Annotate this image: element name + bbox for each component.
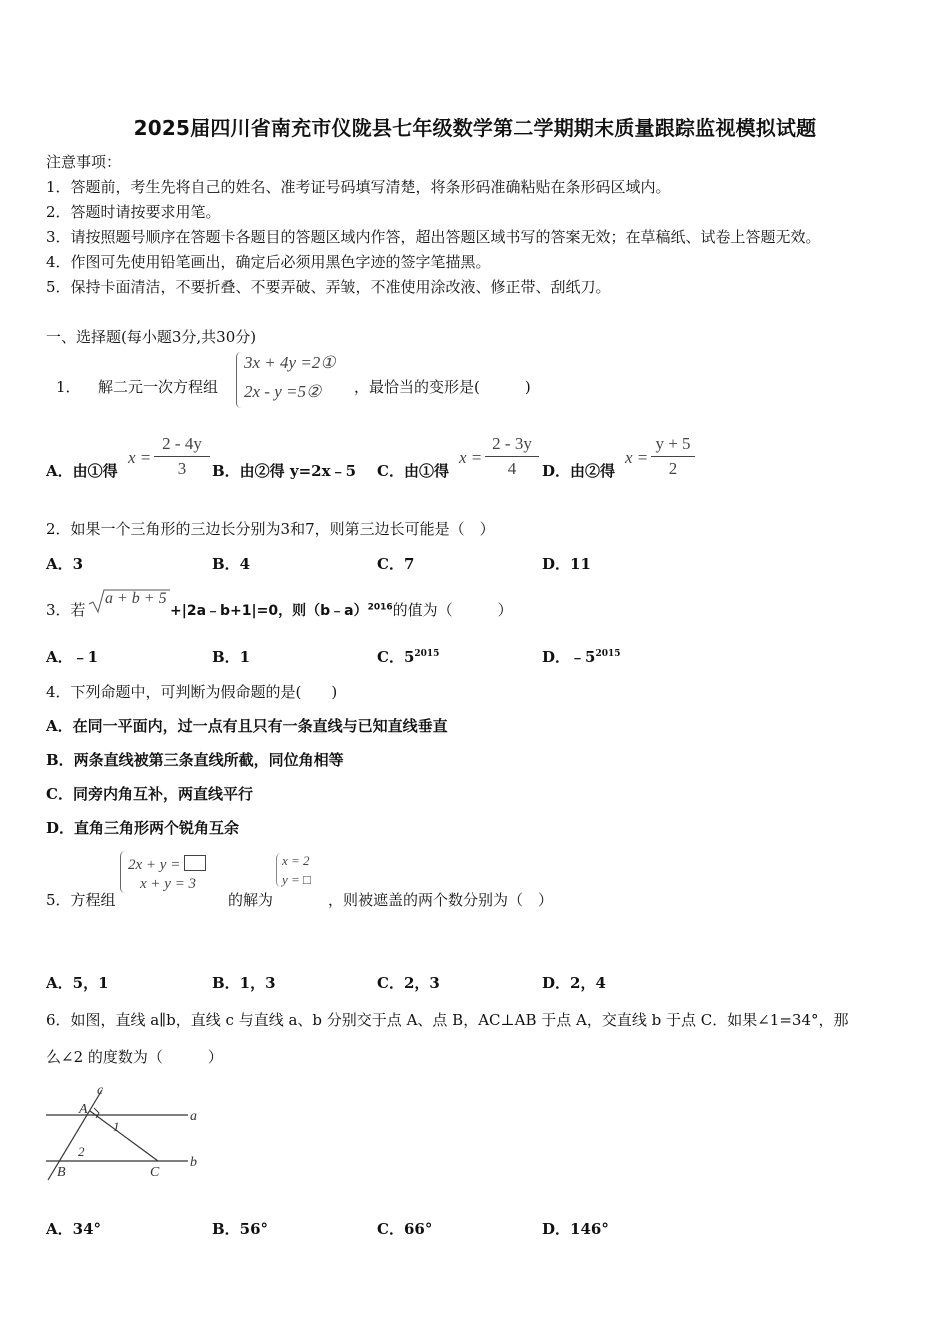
q1-option-d-x: x =	[625, 448, 649, 467]
notice-item-4: 4．作图可先使用铅笔画出，确定后必须用黑色字迹的签字笔描黑。	[46, 253, 491, 271]
q4-option-b: B．两条直线被第三条直线所截，同位角相等	[46, 751, 344, 769]
q3-stem-mid-text: +|2a﹣b+1|=0，则（b﹣a）	[170, 603, 368, 619]
q5-option-c: C．2，3	[377, 974, 440, 992]
notice-item-1: 1．答题前，考生先将自己的姓名、准考证号码填写清楚，将条形码准确粘贴在条形码区域内。	[46, 178, 671, 196]
q5-equation-2: x + y = 3	[140, 876, 197, 892]
q3-option-c	[377, 646, 439, 667]
q3-option-b: B．1	[212, 648, 251, 666]
q3-option-d-exponent: 2015	[595, 649, 621, 659]
q1-equation-1: 3x + 4y =2①	[244, 353, 336, 372]
page-title: 2025届四川省南充市仪陇县七年级数学第二学期期末质量跟踪监视模拟试题	[133, 116, 817, 140]
q2-option-b: B．4	[212, 555, 251, 573]
notice-item-5: 5．保持卡面清洁，不要折叠、不要弄破、弄皱，不准使用涂改液、修正带、刮纸刀。	[46, 278, 611, 296]
q1-option-d-denominator: 2	[668, 459, 678, 478]
q1-option-d-fraction	[651, 434, 695, 479]
q1-option-a-label: A．由①得	[46, 462, 118, 480]
q1-option-a-fraction	[154, 434, 210, 479]
q1-stem-post: ，最恰当的变形是( )	[354, 378, 531, 396]
q3-option-c-base: C．5	[377, 648, 415, 666]
q4-option-d: D．直角三角形两个锐角互余	[46, 819, 240, 837]
q6-stem-line-2: 么∠2 的度数为（ ）	[46, 1048, 223, 1066]
q6-label-C: C	[150, 1165, 160, 1180]
q1-option-a-numerator: 2 - 4y	[162, 434, 202, 453]
q2-stem: 2．如果一个三角形的三边长分别为3和7，则第三边长可能是（ ）	[46, 520, 495, 538]
q5-stem-post: ，则被遮盖的两个数分别为（ ）	[328, 891, 554, 909]
q1-option-d-numerator: y + 5	[655, 434, 691, 453]
q4-stem: 4．下列命题中，可判断为假命题的是( )	[46, 683, 338, 701]
q6-option-b: B．56°	[212, 1220, 269, 1238]
notice-item-2: 2．答题时请按要求用笔。	[46, 203, 221, 221]
q6-label-B: B	[57, 1165, 66, 1180]
q6-option-c: C．66°	[377, 1220, 433, 1238]
q1-system-brace	[236, 352, 241, 408]
q1-option-c-label: C．由①得	[377, 462, 449, 480]
q1-number: 1．	[56, 378, 81, 396]
q1-option-c-numerator: 2 - 3y	[492, 434, 532, 453]
q6-label-angle-1: 1	[113, 1119, 120, 1134]
q6-stem-line-1: 6．如图，直线 a∥b，直线 c 与直线 a、b 分别交于点 A、点 B，AC⊥AB 于点 A，交直线 b 于点 C．如果∠1=34°，那	[46, 1011, 849, 1029]
q5-equation-1-text: 2x + y =	[128, 857, 181, 873]
q1-equation-2: 2x - y =5②	[244, 382, 322, 401]
q1-option-c-denominator: 4	[507, 459, 517, 478]
q5-solution-brace	[276, 853, 281, 887]
q6-label-c: c	[97, 1083, 104, 1098]
q5-stem-pre: 5．方程组	[46, 891, 116, 909]
notice-item-3: 3．请按照题号顺序在答题卡各题目的答题区域内作答，超出答题区域书写的答案无效；在草稿纸、试卷上答题无效。	[46, 228, 821, 246]
q5-equation-1	[128, 855, 206, 874]
q1-option-a-x: x =	[128, 448, 152, 467]
q2-option-a: A．3	[46, 555, 84, 573]
q1-option-d-label: D．由②得	[542, 462, 616, 480]
q6-option-a: A．34°	[46, 1220, 102, 1238]
q6-segment-ac	[90, 1111, 158, 1161]
q6-label-angle-2: 2	[78, 1144, 85, 1159]
q5-system-brace	[120, 851, 125, 893]
q4-option-a: A．在同一平面内，过一点有且只有一条直线与已知直线垂直	[46, 717, 448, 735]
q6-label-b: b	[190, 1155, 197, 1170]
q6-figure	[40, 1080, 210, 1184]
q1-option-c-x: x =	[459, 448, 483, 467]
q5-covered-box	[184, 855, 206, 871]
q2-option-d: D．11	[542, 555, 591, 573]
section-heading: 一、选择题(每小题3分,共30分)	[46, 328, 257, 346]
q1-option-b: B．由②得 y=2x﹣5	[212, 462, 357, 480]
q3-option-c-exponent: 2015	[414, 649, 440, 659]
q3-stem-pre: 3．若	[46, 601, 86, 619]
q2-option-c: C．7	[377, 555, 415, 573]
q1-option-c-fraction	[485, 434, 539, 479]
q6-label-A: A	[79, 1102, 88, 1117]
q5-solution-2: y = □	[282, 872, 311, 887]
q6-label-a: a	[190, 1109, 197, 1124]
q5-solution-1: x = 2	[282, 853, 310, 868]
q4-option-c: C．同旁内角互补，两直线平行	[46, 785, 253, 803]
q3-option-a: A．﹣1	[46, 648, 99, 666]
q1-option-a-denominator: 3	[177, 459, 187, 478]
q3-exponent: 2016	[367, 602, 393, 613]
q3-option-d	[542, 646, 621, 667]
q5-option-b: B．1，3	[212, 974, 276, 992]
q5-option-a: A．5，1	[46, 974, 109, 992]
q3-option-d-base: D．﹣5	[542, 648, 596, 666]
notice-heading: 注意事项：	[46, 153, 122, 171]
q1-stem-pre: 解二元一次方程组	[98, 378, 219, 396]
q3-radicand: a + b + 5	[105, 590, 167, 607]
q3-stem-mid	[170, 599, 513, 620]
q3-stem-post: 的值为（ ）	[392, 601, 513, 619]
q5-option-d: D．2，4	[542, 974, 606, 992]
q5-stem-mid: 的解为	[228, 891, 274, 909]
q6-option-d: D．146°	[542, 1220, 609, 1238]
